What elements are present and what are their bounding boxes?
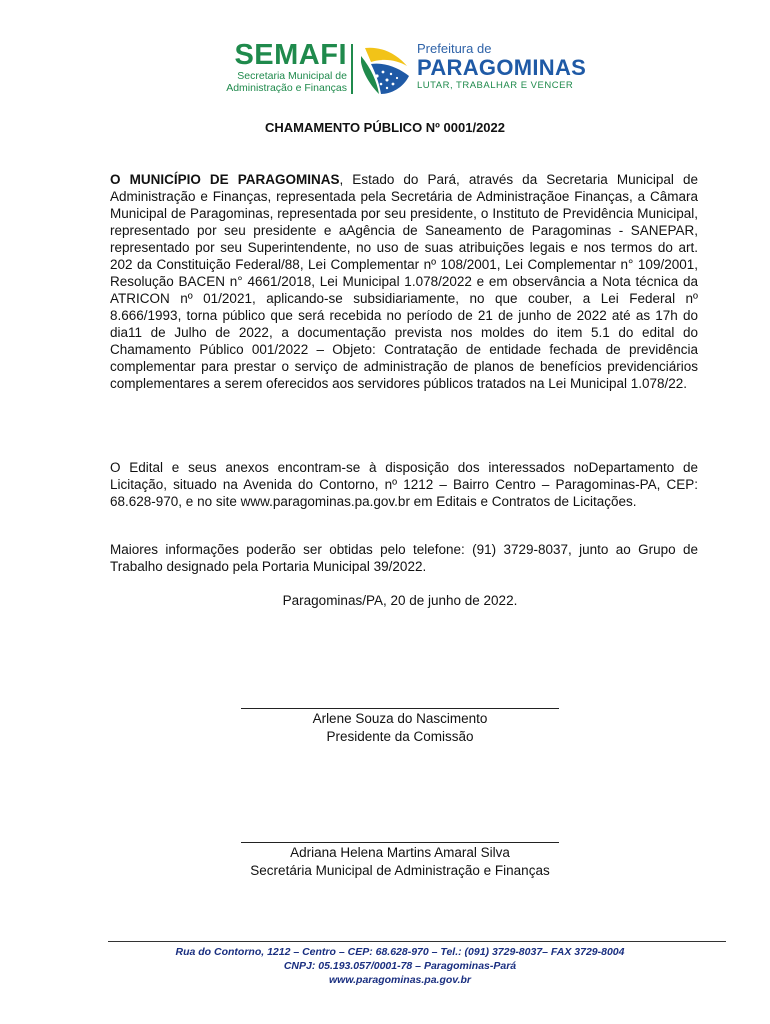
signature-role: Presidente da Comissão	[326, 729, 474, 744]
signature-line	[241, 708, 559, 709]
paragraph-2: O Edital e seus anexos encontram-se à disposição dos interessados noDepartamento de Licitação, situado na Avenida do Contorno, nº 1212 – Bairro Centro – Paragominas-PA, CEP: 68.628-970, e no site www.paragominas.pa.gov.br em Editais e Contratos de Licitações.	[110, 460, 698, 509]
paragraph-1-body: , Estado do Pará, através da Secretaria Municipal de Administração e Finanças, representada pela Secretária de Administraçãoe Finanças, a Câmara Municipal de Paragominas, representada por seu presidente, o Instituto de Previdência Municipal, representado por seu presidente e aAgência de Saneamento de Paragominas - SANEPAR, representado por seu Superintendente, no uso de suas atribuições legais e nos termos do art. 202 da Constituição Federal/88, Lei Complementar nº 108/2001, Lei Complementar n° 109/2001, Resolução BACEN n° 4661/2018, Lei Municipal 1.078/2022 e em observância a Nota técnica da ATRICON nº 01/2021, aplicando-se subsidiariamente, no que couber, a Lei Federal nº 8.666/1993, torna público que será recebida no período de 21 de junho de 2022 até as 17h do dia11 de Julho de 2022, a documentação prevista nos moldes do item 5.1 do edital do Chamamento Público 001/2022 – Objeto: Contratação de entidade fechada de previdência complementar para prestar o serviço de administração de planos de benefícios previdenciários complementares a serem oferecidos aos servidores públicos tratados na Lei Municipal 1.078/22.	[110, 172, 698, 391]
signature-block-1	[0, 708, 770, 746]
paragominas-flag-icon	[357, 42, 413, 96]
paragraph-1	[110, 171, 698, 392]
paragraph-1-lead: O MUNICÍPIO DE PARAGOMINAS	[110, 172, 340, 187]
semafi-subtitle-2: Administração e Finanças	[226, 82, 347, 94]
prefeitura-logo	[417, 42, 586, 92]
semafi-title: SEMAFI	[234, 39, 347, 71]
semafi-logo	[205, 40, 347, 94]
footer-cnpj: CNPJ: 05.193.057/0001-78 – Paragominas-Pará	[283, 960, 517, 972]
footer-website: www.paragominas.pa.gov.br	[329, 974, 471, 986]
footer-address: Rua do Contorno, 1212 – Centro – CEP: 68.628-970 – Tel.: (091) 3729-8037– FAX 3729-8004	[175, 946, 625, 958]
signature-name: Arlene Souza do Nascimento	[312, 711, 488, 726]
footer	[0, 945, 770, 987]
prefeitura-slogan: LUTAR, TRABALHAR E VENCER	[417, 80, 574, 91]
document-title: CHAMAMENTO PÚBLICO Nº 0001/2022	[264, 120, 505, 135]
signature-line	[241, 842, 559, 843]
paragraph-3: Maiores informações poderão ser obtidas pelo telefone: (91) 3729-8037, junto ao Grupo de Trabalho designado pela Portaria Municipal 39/2022.	[110, 542, 698, 574]
footer-divider	[108, 941, 726, 942]
logo-divider	[351, 44, 353, 94]
prefeitura-top: Prefeitura de	[417, 41, 492, 56]
prefeitura-name: PARAGOMINAS	[417, 55, 587, 80]
signature-block-2	[0, 842, 770, 880]
signature-name: Adriana Helena Martins Amaral Silva	[290, 845, 510, 860]
signature-role: Secretária Municipal de Administração e Finanças	[250, 863, 550, 878]
header-logos	[205, 40, 585, 100]
place-date: Paragominas/PA, 20 de junho de 2022.	[282, 593, 518, 608]
semafi-subtitle-1: Secretaria Municipal de	[237, 70, 347, 82]
